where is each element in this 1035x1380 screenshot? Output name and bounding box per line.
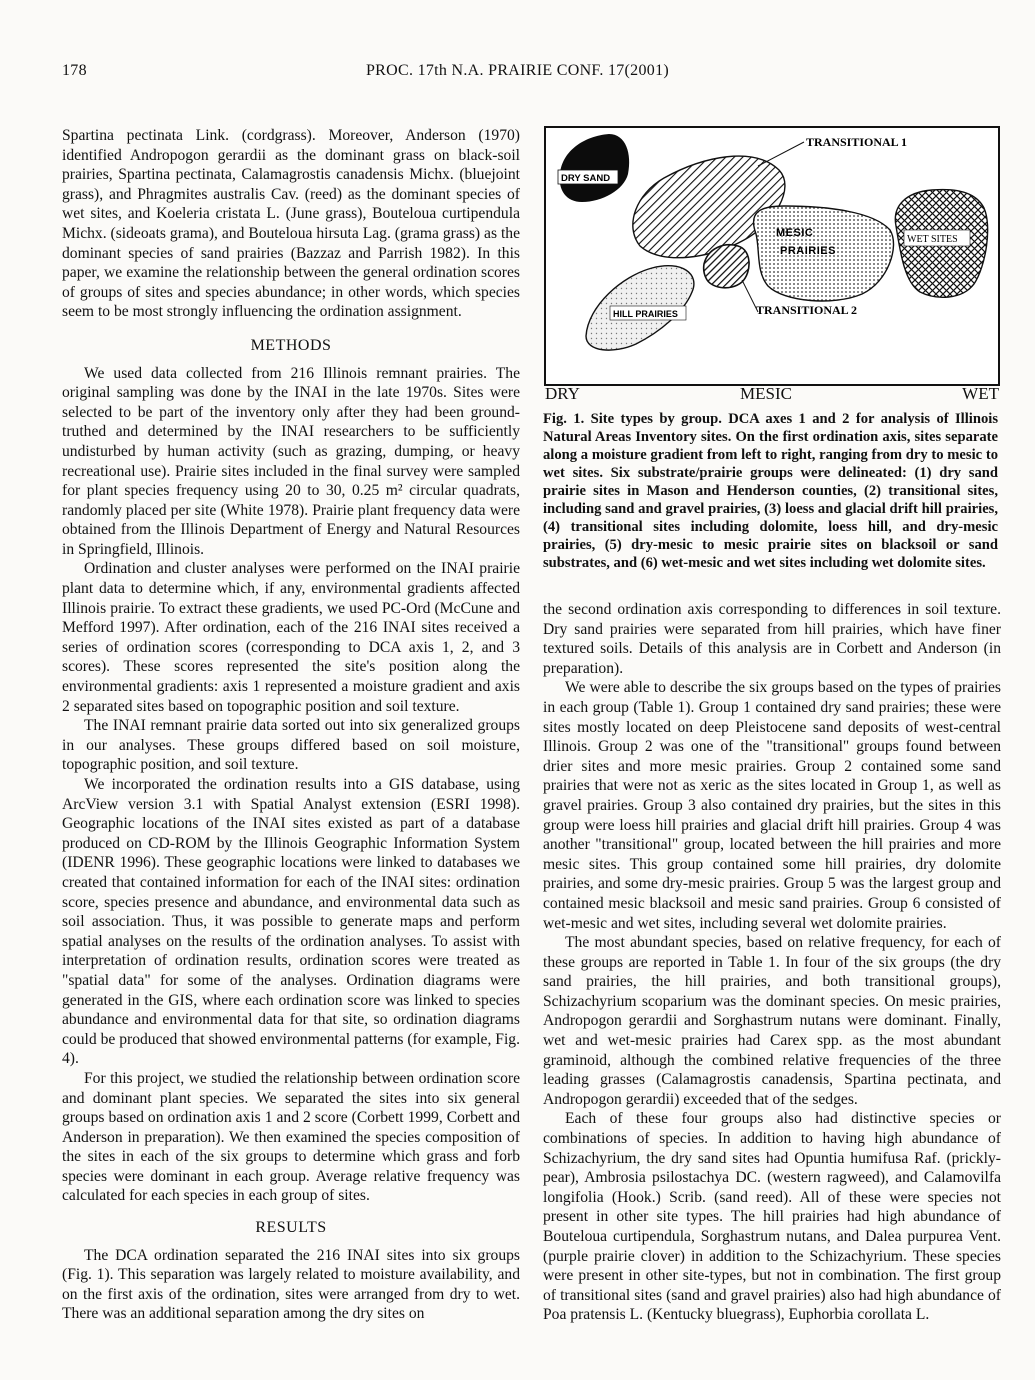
transitional-2-label: TRANSITIONAL 2 — [756, 303, 858, 317]
axis-label-mesic: MESIC — [740, 384, 792, 403]
methods-paragraph-1: We used data collected from 216 Illinois remnant prairies. The original sampling was done by the INAI in the late 1970s. Sites were selected to be part of the inventory only after they had been ground-truthed and determined by the INAI researchers to be sufficiently undisturbed by human activity (such as grazing, dumping, or heavy recreational use). Prairie sites included in the final survey were sampled for plant species frequency using 20 to 30, 0.25 m² circular quadrats, randomly placed per site (White 1978). Prairie plant frequency data were obtained from the Illinois Department of Energy and Natural Resources in Springfield, Illinois. — [62, 364, 520, 558]
figure-1-caption — [543, 410, 998, 572]
caption-label: Fig. 1. — [543, 411, 585, 427]
methods-paragraph-4: We incorporated the ordination results into a GIS database, using ArcView version 3.1 with Spatial Analyst extension (ESRI 1998). Geographic locations of the INAI sites existed as part of a database produced on CD-ROM by the Illinois Geographic Information System (IDENR 1996). These geographic locations were linked to databases we created that contained information for each of the INAI sites: ordination score, species presence and abundance, and environmental data such as soil association. Thus, it was possible to generate maps and perform spatial analyses on the results of the ordination analyses. To assist with interpretation of ordination results, ordination scores were treated as "spatial data" for some of the analyses. Ordination diagrams were generated in the GIS, where each ordination score was linked to species abundance and environmental data for that site, so ordination diagrams could be produced that showed environmental patterns (for example, Fig. 4). — [62, 776, 520, 1068]
intro-paragraph: Spartina pectinata Link. (cordgrass). Moreover, Anderson (1970) identified Andropogon gerardii as the dominant grass on black-soil prairies, Spartina pectinata, Calamagrostis canadensis Michx. (bluejoint grass), and Phragmites australis Cav. (reed) as the dominant species of wet sites, and Koeleria cristata L. (June grass), Bouteloua curtipendula Michx. (sideoats grama), and Bouteloua hirsuta Lag. (grama grass) as the dominant species of sand prairies (Bazzaz and Parrish 1982). In this paper, we examine the relationship between the general ordination scores of groups of sites and species abundance; in other words, which species seem to be most strongly influencing the ordination assignment. — [62, 127, 520, 321]
mesic-label-line1: MESIC — [776, 227, 814, 239]
running-title: PROC. 17th N.A. PRAIRIE CONF. 17(2001) — [365, 62, 670, 79]
ordination-diagram — [544, 126, 1000, 386]
methods-paragraph-5: For this project, we studied the relationship between ordination score and dominant plant species. We separated the sites into six general groups based on ordination axis 1 and 2 score (Corbett 1999, Corbett and Anderson in preparation). We then examined the species composition of the sites in each of the six groups to determine which grass and forb species were dominant in each group. Average relative frequency was calculated for each species in each group of sites. — [62, 1069, 520, 1205]
transitional-1-label: TRANSITIONAL 1 — [806, 135, 908, 149]
mesic-label-line2: PRAIRIES — [780, 245, 836, 257]
wet-sites-label: WET SITES — [907, 234, 958, 245]
results-paragraph-1: The DCA ordination separated the 216 INAI sites into six groups (Fig. 1). This separation was largely related to moisture availability, and on the first axis of the ordination, sites were arranged from dry to wet. There was an additional separation among the dry sites on — [62, 1246, 520, 1323]
moisture-axis — [543, 384, 1003, 406]
results-paragraph-2: the second ordination axis corresponding to differences in soil texture. Dry sand prairies were separated from hill prairies, which have finer textured soils. Details of this analysis are in Corbett and Anderson (in preparation). — [543, 601, 1001, 677]
page-header — [62, 62, 973, 86]
axis-label-wet: WET — [962, 384, 999, 403]
caption-text: Site types by group. DCA axes 1 and 2 for analysis of Illinois Natural Areas Inventory sites. On the first ordination axis, sites separate along a moisture gradient from left to right, ranging from dry to mesic to wet sites. Six substrate/prairie groups were delineated: (1) dry sand prairie sites in Mason and Henderson counties, (2) transitional sites, including sand and gravel prairies, (3) loess and glacial drift hill prairies, (4) transitional sites including dolomite, loess hill, and dry-mesic prairies, (5) dry-mesic to mesic prairie sites on blacksoil or sand substrates, and (6) wet-mesic and wet sites including wet dolomite sites. — [543, 411, 998, 571]
results-paragraph-3: We were able to describe the six groups based on the types of prairies in each group (Table 1). Group 1 contained dry sand prairies; these were sites mostly located on deep Pleistocene sand deposits of west-central Illinois. Group 2 was one of the "transitional" groups found between drier sites and more mesic prairies. Group 2 contained some sand prairies that were not as xeric as the sites located in Group 1, as well as gravel prairies. Group 3 also contained dry prairies, but the sites in this group were loess hill prairies and glacial drift hill prairies. Group 4 was another "transitional" group, located between the hill prairies and more mesic sites. This group contained some hill prairies, dry dolomite prairies, and some dry-mesic prairies. Group 5 was the largest group and contained mesic blacksoil and mesic sand prairies. Group 6 consisted of wet-mesic and wet sites, including several wet dolomite prairies. — [543, 679, 1001, 932]
methods-paragraph-2: Ordination and cluster analyses were performed on the INAI prairie plant data to determine which, if any, environmental gradients affected Illinois prairie. To extract these gradients, we used PC-Ord (McCune and Mefford 1997). After ordination, each of the 216 INAI sites received a series of ordination scores (corresponding to DCA axis 1, 2, and 3 scores). These scores represented the site's position along the environmental gradients: axis 1 represented a moisture gradient and axis 2 separated sites based on topographic position and soil texture. — [62, 560, 520, 715]
axis-label-dry: DRY — [545, 384, 580, 403]
right-column — [543, 600, 1001, 1325]
figure-1-diagram — [544, 126, 1000, 386]
page-number: 178 — [62, 62, 87, 79]
methods-heading: METHODS — [250, 336, 332, 354]
results-paragraph-4: The most abundant species, based on relative frequency, for each of these groups are reported in Table 1. In four of the six groups (the dry sand prairies, the hill prairies, and both transitional groups), Schizachyrium scoparium was the dominant species. On mesic prairies, Andropogon gerardii and Sorghastrum nutans were dominant. Finally, wet and wet-mesic prairies had Carex spp. as the most abundant graminoid, although the combined relative frequencies of the three leading grasses (Calamagrostis canadensis, Spartina pectinata, and Andropogon gerardii) exceeded that of the sedges. — [543, 934, 1001, 1108]
hill-prairies-label: HILL PRAIRIES — [613, 309, 678, 319]
left-column — [62, 126, 520, 1324]
methods-paragraph-3: The INAI remnant prairie data sorted out into six generalized groups in our analyses. These groups differed based on soil moisture, topographic position, and soil texture. — [62, 717, 520, 774]
results-heading: RESULTS — [255, 1219, 327, 1237]
dry-sand-label: DRY SAND — [561, 173, 611, 184]
results-paragraph-5: Each of these four groups also had distinctive species or combinations of species. In addition to having high abundance of Schizachyrium, the dry sand sites had Opuntia humifusa Raf. (prickly-pear), Ambrosia psilostachya DC. (western ragweed), and Calamovilfa longifolia (Hook.) Scrib. (sand reed). All of these were species not present in other site types. The hill prairies had high abundance of Bouteloua curtipendula, Sorghastrum nutans, and Dalea purpurea Vent. (purple prairie clover) in addition to the Schizachyrium. These species were present in other site-types, but not in combination. The first group of transitional sites (sand and gravel prairies) also had high abundance of Poa pratensis L. (Kentucky bluegrass), Euphorbia corollata L. — [543, 1110, 1001, 1324]
